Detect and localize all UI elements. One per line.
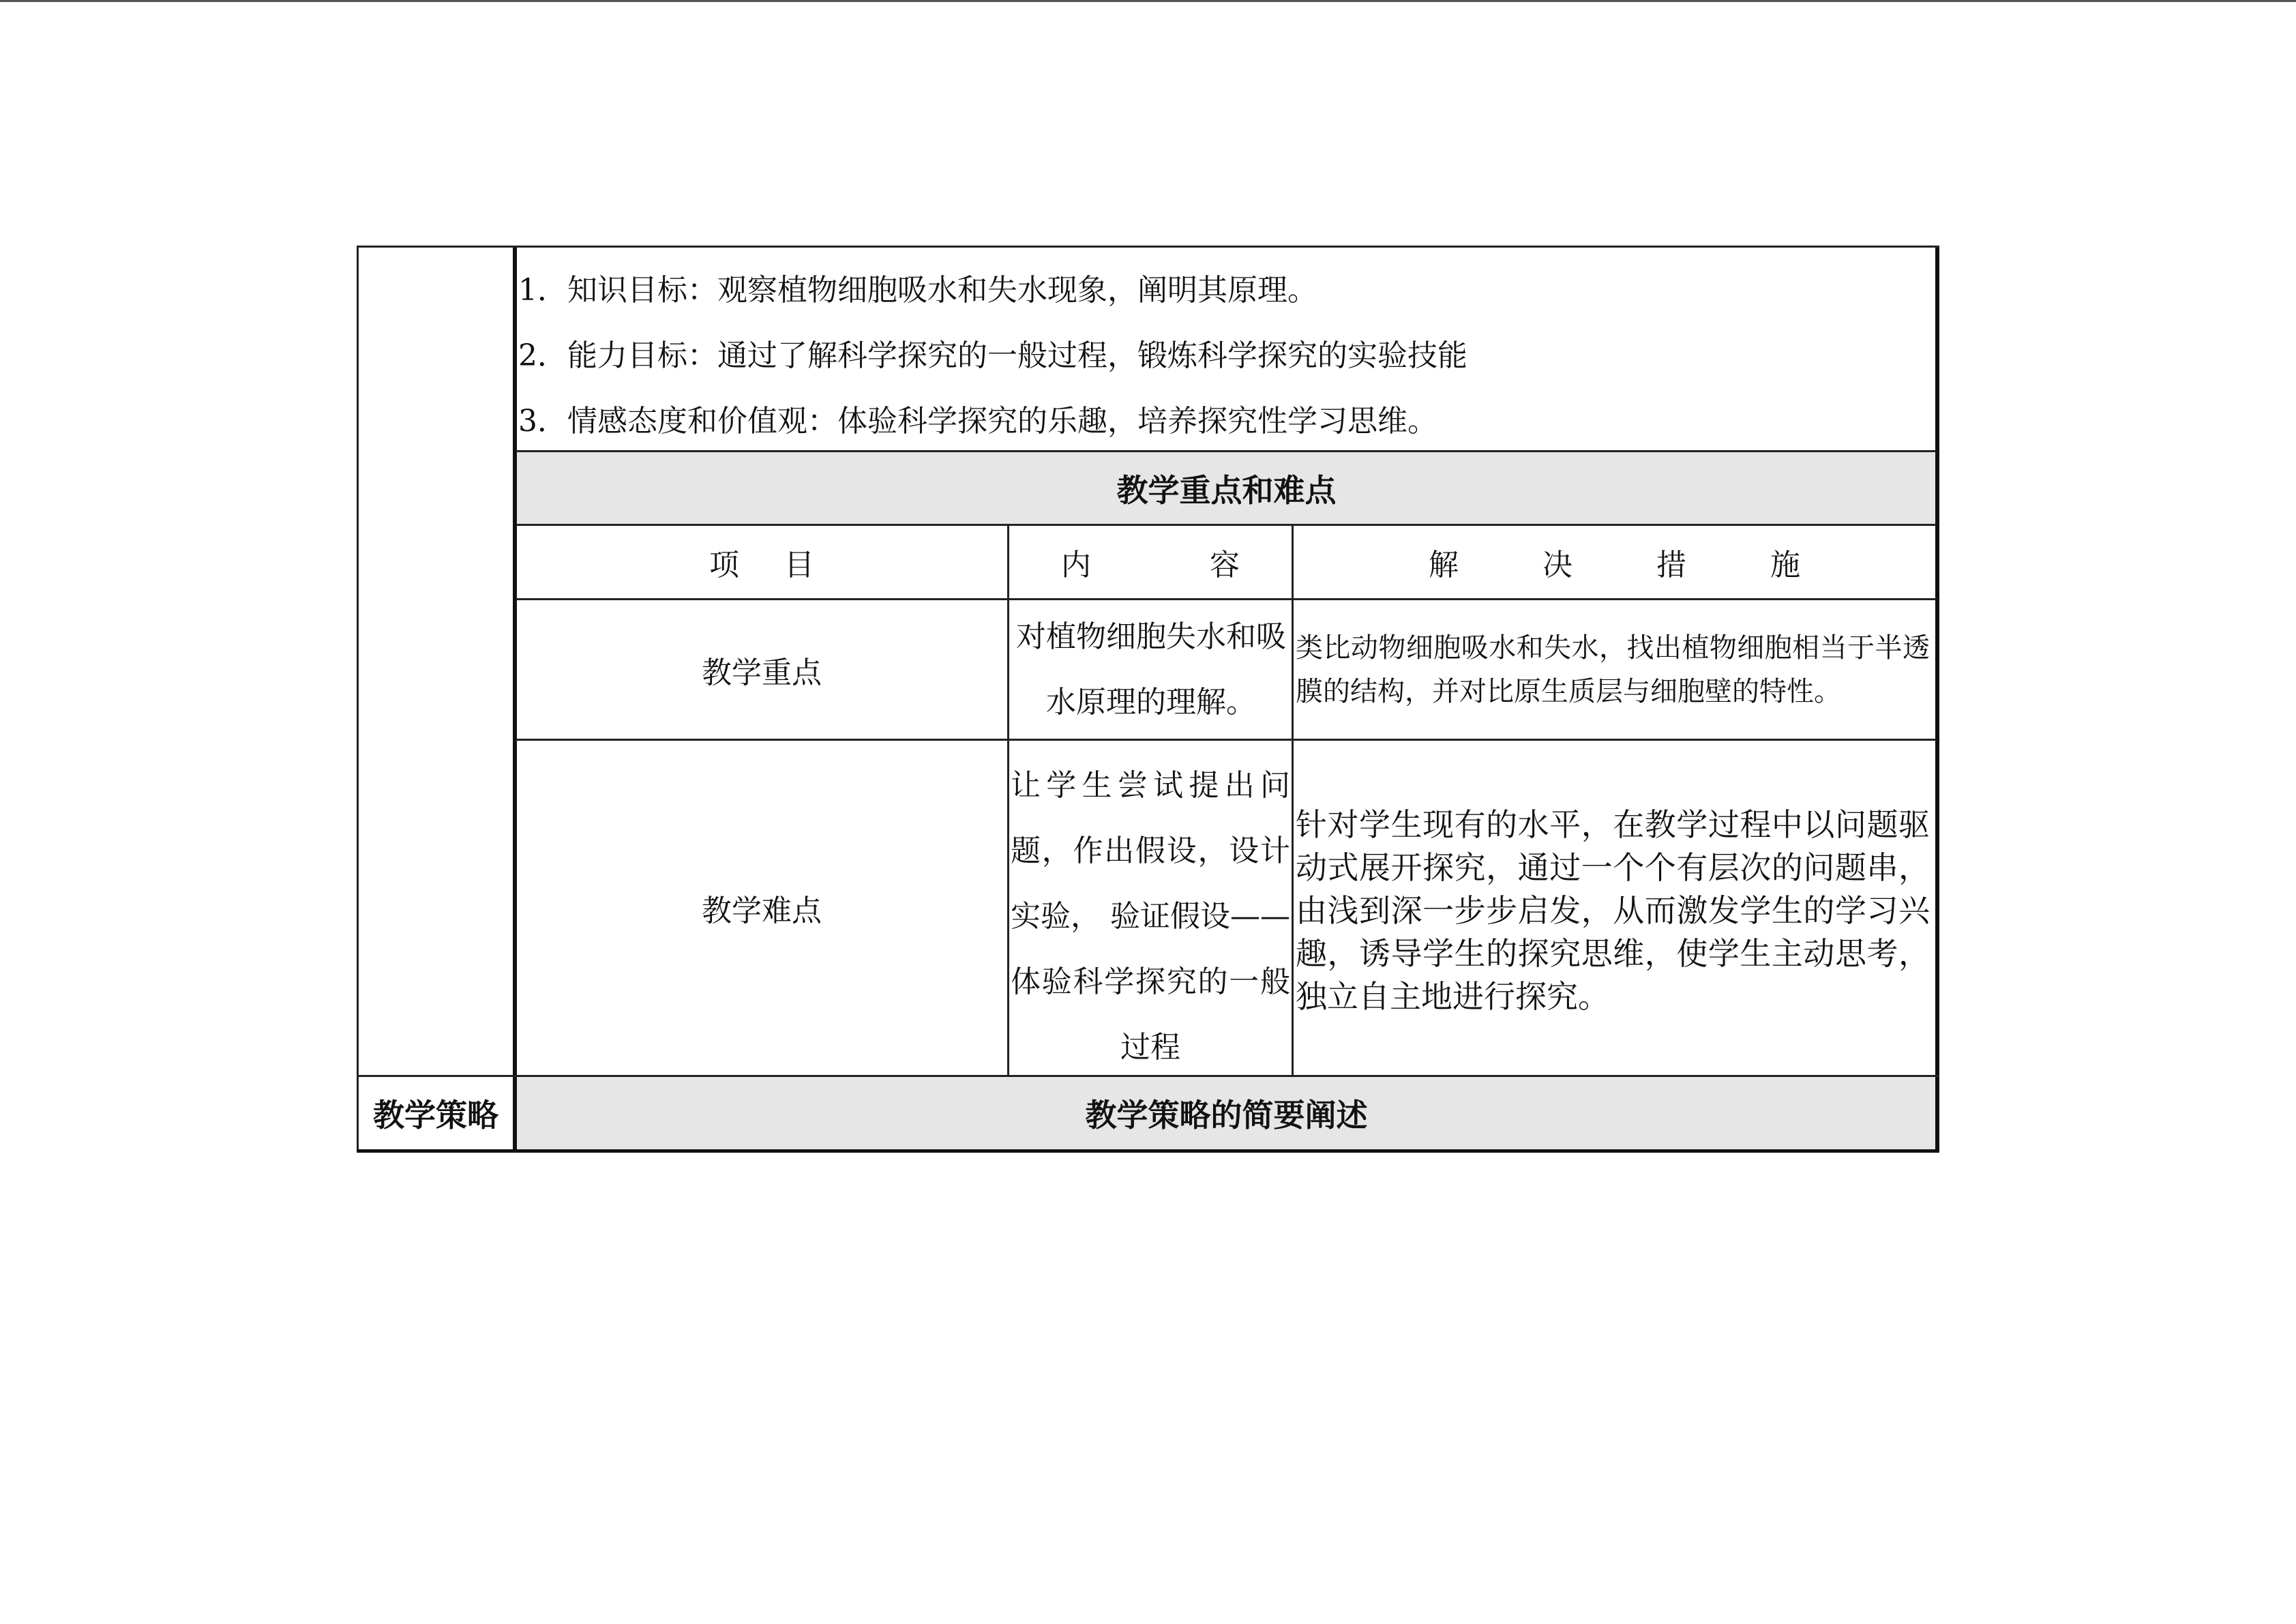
row-measures: 类比动物细胞吸水和失水，找出植物细胞相当于半透膜的结构，并对比原生质层与细胞壁的特性。 — [1296, 632, 1930, 707]
page-top-border — [0, 0, 2296, 2]
row-item-label: 教学难点 — [702, 894, 822, 928]
strategy-label: 教学策略 — [373, 1097, 498, 1134]
row-content: 让学生尝试提出问题，作出假设，设计实验， 验证假设——体验科学探究的一般过程 — [1011, 768, 1290, 1065]
column-header-item: 项 目 — [709, 547, 814, 582]
section-title: 教学重点和难点 — [1116, 472, 1337, 509]
objective-item: 3．情感态度和价值观：体验科学探究的乐趣，培养探究性学习思维。 — [518, 404, 1437, 439]
objective-item: 2．能力目标：通过了解科学探究的一般过程，锻炼科学探究的实验技能 — [518, 338, 1467, 373]
strategy-title: 教学策略的简要阐述 — [1085, 1097, 1368, 1134]
column-header-measures: 解 决 措 施 — [1429, 547, 1800, 582]
column-header-content: 内 容 — [1061, 547, 1240, 582]
row-measures: 针对学生现有的水平，在教学过程中以问题驱动式展开探究，通过一个个有层次的问题串，由浅到深一步步启发，从而激发学生的学习兴趣，诱导学生的探究思维，使学生主动思考，独立自主地进行探究。 — [1296, 806, 1930, 1015]
objective-item: 1．知识目标：观察植物细胞吸水和失水现象，阐明其原理。 — [518, 273, 1317, 308]
row-content: 对植物细胞失水和吸水原理的理解。 — [1016, 619, 1286, 720]
row-item-label: 教学重点 — [702, 655, 822, 690]
